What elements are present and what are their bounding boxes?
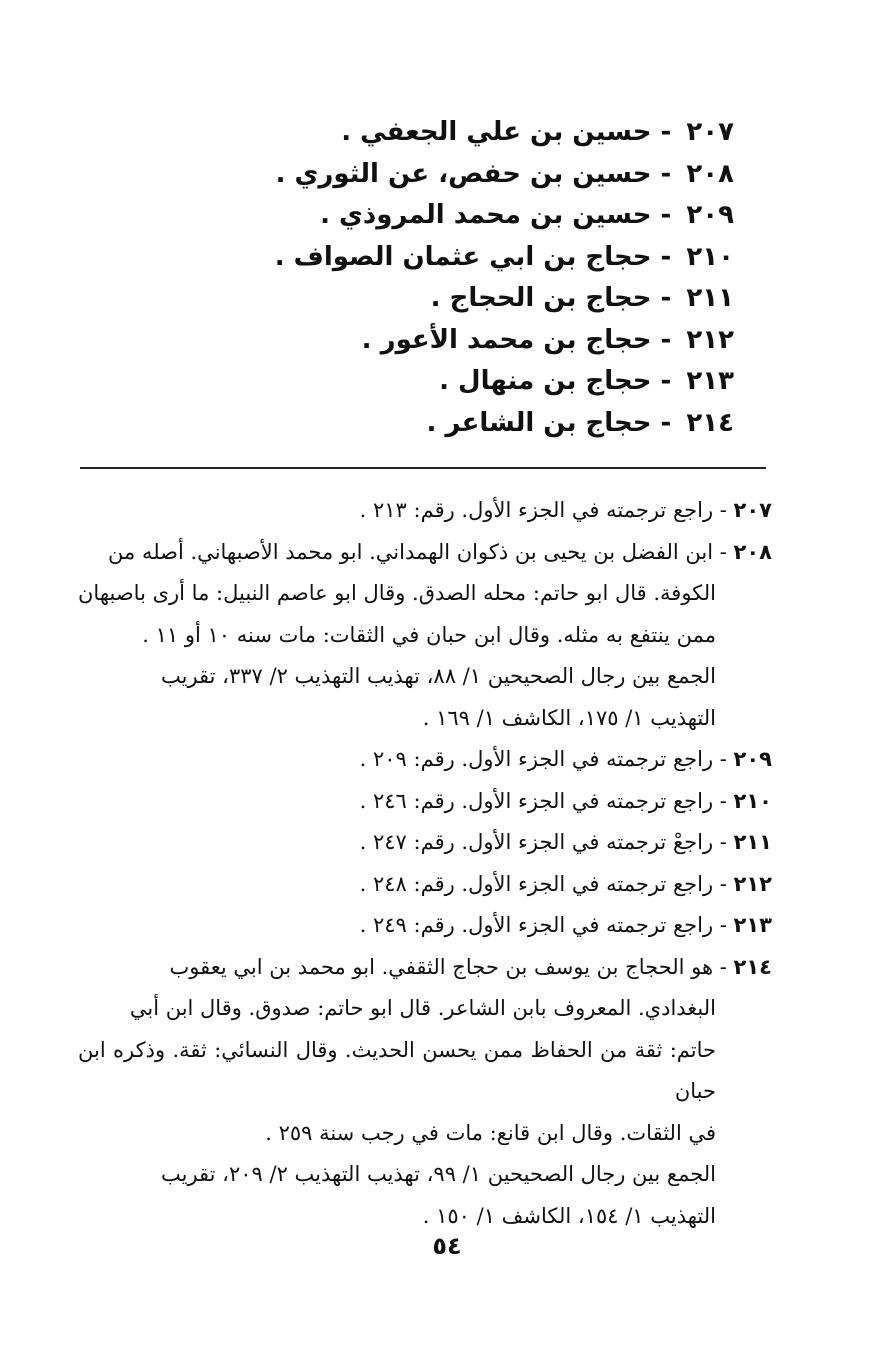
entry-text: حجاج بن الحجاج . xyxy=(430,283,652,313)
list-item: ٢١١ - حجاج بن الحجاج . xyxy=(430,283,734,313)
footnote-text: راجعْ ترجمته في الجزء الأول. رقم: ٢٤٧ . xyxy=(359,830,714,854)
footnote-line: البغدادي. المعروف بابن الشاعر. قال ابو حاتم: صدوق. وقال ابن أبي xyxy=(129,996,716,1020)
page-number: ٥٤ xyxy=(432,1232,462,1260)
footnote-line: ممن ينتفع به مثله. وقال ابن حبان في الثقات: مات سنه ١٠ أو ١١ . xyxy=(142,622,716,647)
entry-text: حسين بن محمد المروذي . xyxy=(320,200,652,230)
list-item: ٢٠٩ - حسين بن محمد المروذي . xyxy=(320,200,734,230)
footnote-line: في الثقات. وقال ابن قانع: مات في رجب سنة ٢٥٩ . xyxy=(265,1120,716,1145)
footnote-text: راجع ترجمته في الجزء الأول. رقم: ٢٤٨ . xyxy=(359,871,714,896)
footnote-text: راجع ترجمته في الجزء الأول. رقم: ٢٤٦ . xyxy=(359,788,714,813)
entry-text: حسين بن حفص، عن الثوري . xyxy=(275,158,652,189)
entry-number: ٢١٣ xyxy=(686,366,734,396)
entry-number: ٢٠٨ xyxy=(686,158,734,189)
footnote-214: ٢١٤ - هو الحجاج بن يوسف بن حجاج الثقفي. ابو محمد بن ابي يعقوب البغدادي. المعروف بابن الشاعر. قال ابو حاتم: صدوق. وقال ابن أبي حاتم: ثقة من الحفاظ ممن يحسن الحديث. وقال النسائي: ثقة. وذكره ابن حبان في الثقات. وقال ابن قانع: مات في رجب سنة ٢٥٩ . الجمع بين رجال الصحيحين ١/ ٩٩، تهذيب التهذيب ٢/ ٢٠٩، تقريب التهذيب ١/ ١٥٤، الكاشف ١/ ١٥٠ . xyxy=(78,947,772,1238)
footnote-line: الجمع بين رجال الصحيحين ١/ ٩٩، تهذيب التهذيب ٢/ ٢٠٩، تقريب xyxy=(160,1162,716,1186)
entry-text: حجاج بن منهال . xyxy=(439,366,652,396)
footnote-text: ابن الفضل بن يحيى بن ذكوان الهمداني. ابو محمد الأصبهاني. أصله من xyxy=(108,539,714,564)
footnote-212: ٢١٢ - راجع ترجمته في الجزء الأول. رقم: ٢٤٨ . xyxy=(359,871,772,896)
footnote-line: الكوفة. قال ابو حاتم: محله الصدق. وقال ابو عاصم النبيل: ما أرى باصبهان xyxy=(78,581,716,605)
footnote-number: ٢١٢ xyxy=(733,871,772,896)
footnote-divider xyxy=(80,467,766,469)
list-item: ٢٠٧ - حسين بن علي الجعفي . xyxy=(341,117,734,147)
list-item: ٢١٤ - حجاج بن الشاعر . xyxy=(426,407,734,438)
entry-number: ٢١٠ xyxy=(686,241,734,272)
footnote-207: ٢٠٧ - راجع ترجمته في الجزء الأول. رقم: ٢١٣ . xyxy=(359,498,772,522)
footnote-text: راجع ترجمته في الجزء الأول. رقم: ٢٤٩ . xyxy=(359,913,714,937)
list-item: ٢٠٨ - حسين بن حفص، عن الثوري . xyxy=(275,158,734,189)
entries-list xyxy=(174,112,734,444)
footnote-line: التهذيب ١/ ١٥٤، الكاشف ١/ ١٥٠ . xyxy=(422,1203,716,1228)
entry-number: ٢١٢ xyxy=(686,324,734,355)
footnote-text: راجع ترجمته في الجزء الأول. رقم: ٢١٣ . xyxy=(359,498,714,522)
footnotes xyxy=(78,490,772,1237)
entry-number: ٢٠٩ xyxy=(686,200,734,230)
entry-text: حجاج بن ابي عثمان الصواف . xyxy=(274,241,652,272)
list-item: ٢١٢ - حجاج بن محمد الأعور . xyxy=(361,324,734,355)
footnote-number: ٢١٤ xyxy=(733,954,772,979)
entry-text: حجاج بن الشاعر . xyxy=(426,407,652,438)
footnote-number: ٢٠٧ xyxy=(733,498,772,522)
footnote-number: ٢١١ xyxy=(733,830,772,854)
entry-number: ٢١٤ xyxy=(686,407,734,438)
footnote-line: الجمع بين رجال الصحيحين ١/ ٨٨، تهذيب التهذيب ٢/ ٣٣٧، تقريب xyxy=(160,664,716,688)
list-item: ٢١٠ - حجاج بن ابي عثمان الصواف . xyxy=(274,241,734,272)
entry-text: حسين بن علي الجعفي . xyxy=(341,117,652,147)
footnote-number: ٢٠٩ xyxy=(733,747,772,771)
entry-number: ٢١١ xyxy=(686,283,734,313)
footnote-number: ٢٠٨ xyxy=(733,539,772,564)
footnote-213: ٢١٣ - راجع ترجمته في الجزء الأول. رقم: ٢٤٩ . xyxy=(359,913,772,937)
footnote-number: ٢١٣ xyxy=(733,913,772,937)
footnote-line: حاتم: ثقة من الحفاظ ممن يحسن الحديث. وقال النسائي: ثقة. وذكره ابن حبان xyxy=(78,1037,716,1103)
entry-number: ٢٠٧ xyxy=(686,117,734,147)
footnote-211: ٢١١ - راجعْ ترجمته في الجزء الأول. رقم: ٢٤٧ . xyxy=(359,830,772,854)
footnote-text: راجع ترجمته في الجزء الأول. رقم: ٢٠٩ . xyxy=(359,747,714,771)
footnote-number: ٢١٠ xyxy=(733,788,772,813)
entry-text: حجاج بن محمد الأعور . xyxy=(361,324,652,355)
footnote-text: هو الحجاج بن يوسف بن حجاج الثقفي. ابو محمد بن ابي يعقوب xyxy=(169,954,714,979)
footnote-210: ٢١٠ - راجع ترجمته في الجزء الأول. رقم: ٢٤٦ . xyxy=(359,788,772,813)
footnote-209: ٢٠٩ - راجع ترجمته في الجزء الأول. رقم: ٢٠٩ . xyxy=(359,747,772,771)
list-item: ٢١٣ - حجاج بن منهال . xyxy=(439,366,734,396)
footnote-208: ٢٠٨ - ابن الفضل بن يحيى بن ذكوان الهمداني. ابو محمد الأصبهاني. أصله من الكوفة. قال ابو حاتم: محله الصدق. وقال ابو عاصم النبيل: ما أرى باصبهان ممن ينتفع به مثله. وقال ابن حبان في الثقات: مات سنه ١٠ أو ١١ . الجمع بين رجال الصحيحين ١/ ٨٨، تهذيب التهذيب ٢/ ٣٣٧، تقريب التهذيب ١/ ١٧٥، الكاشف ١/ ١٦٩ . xyxy=(78,532,772,740)
footnote-line: التهذيب ١/ ١٧٥، الكاشف ١/ ١٦٩ . xyxy=(422,705,716,730)
